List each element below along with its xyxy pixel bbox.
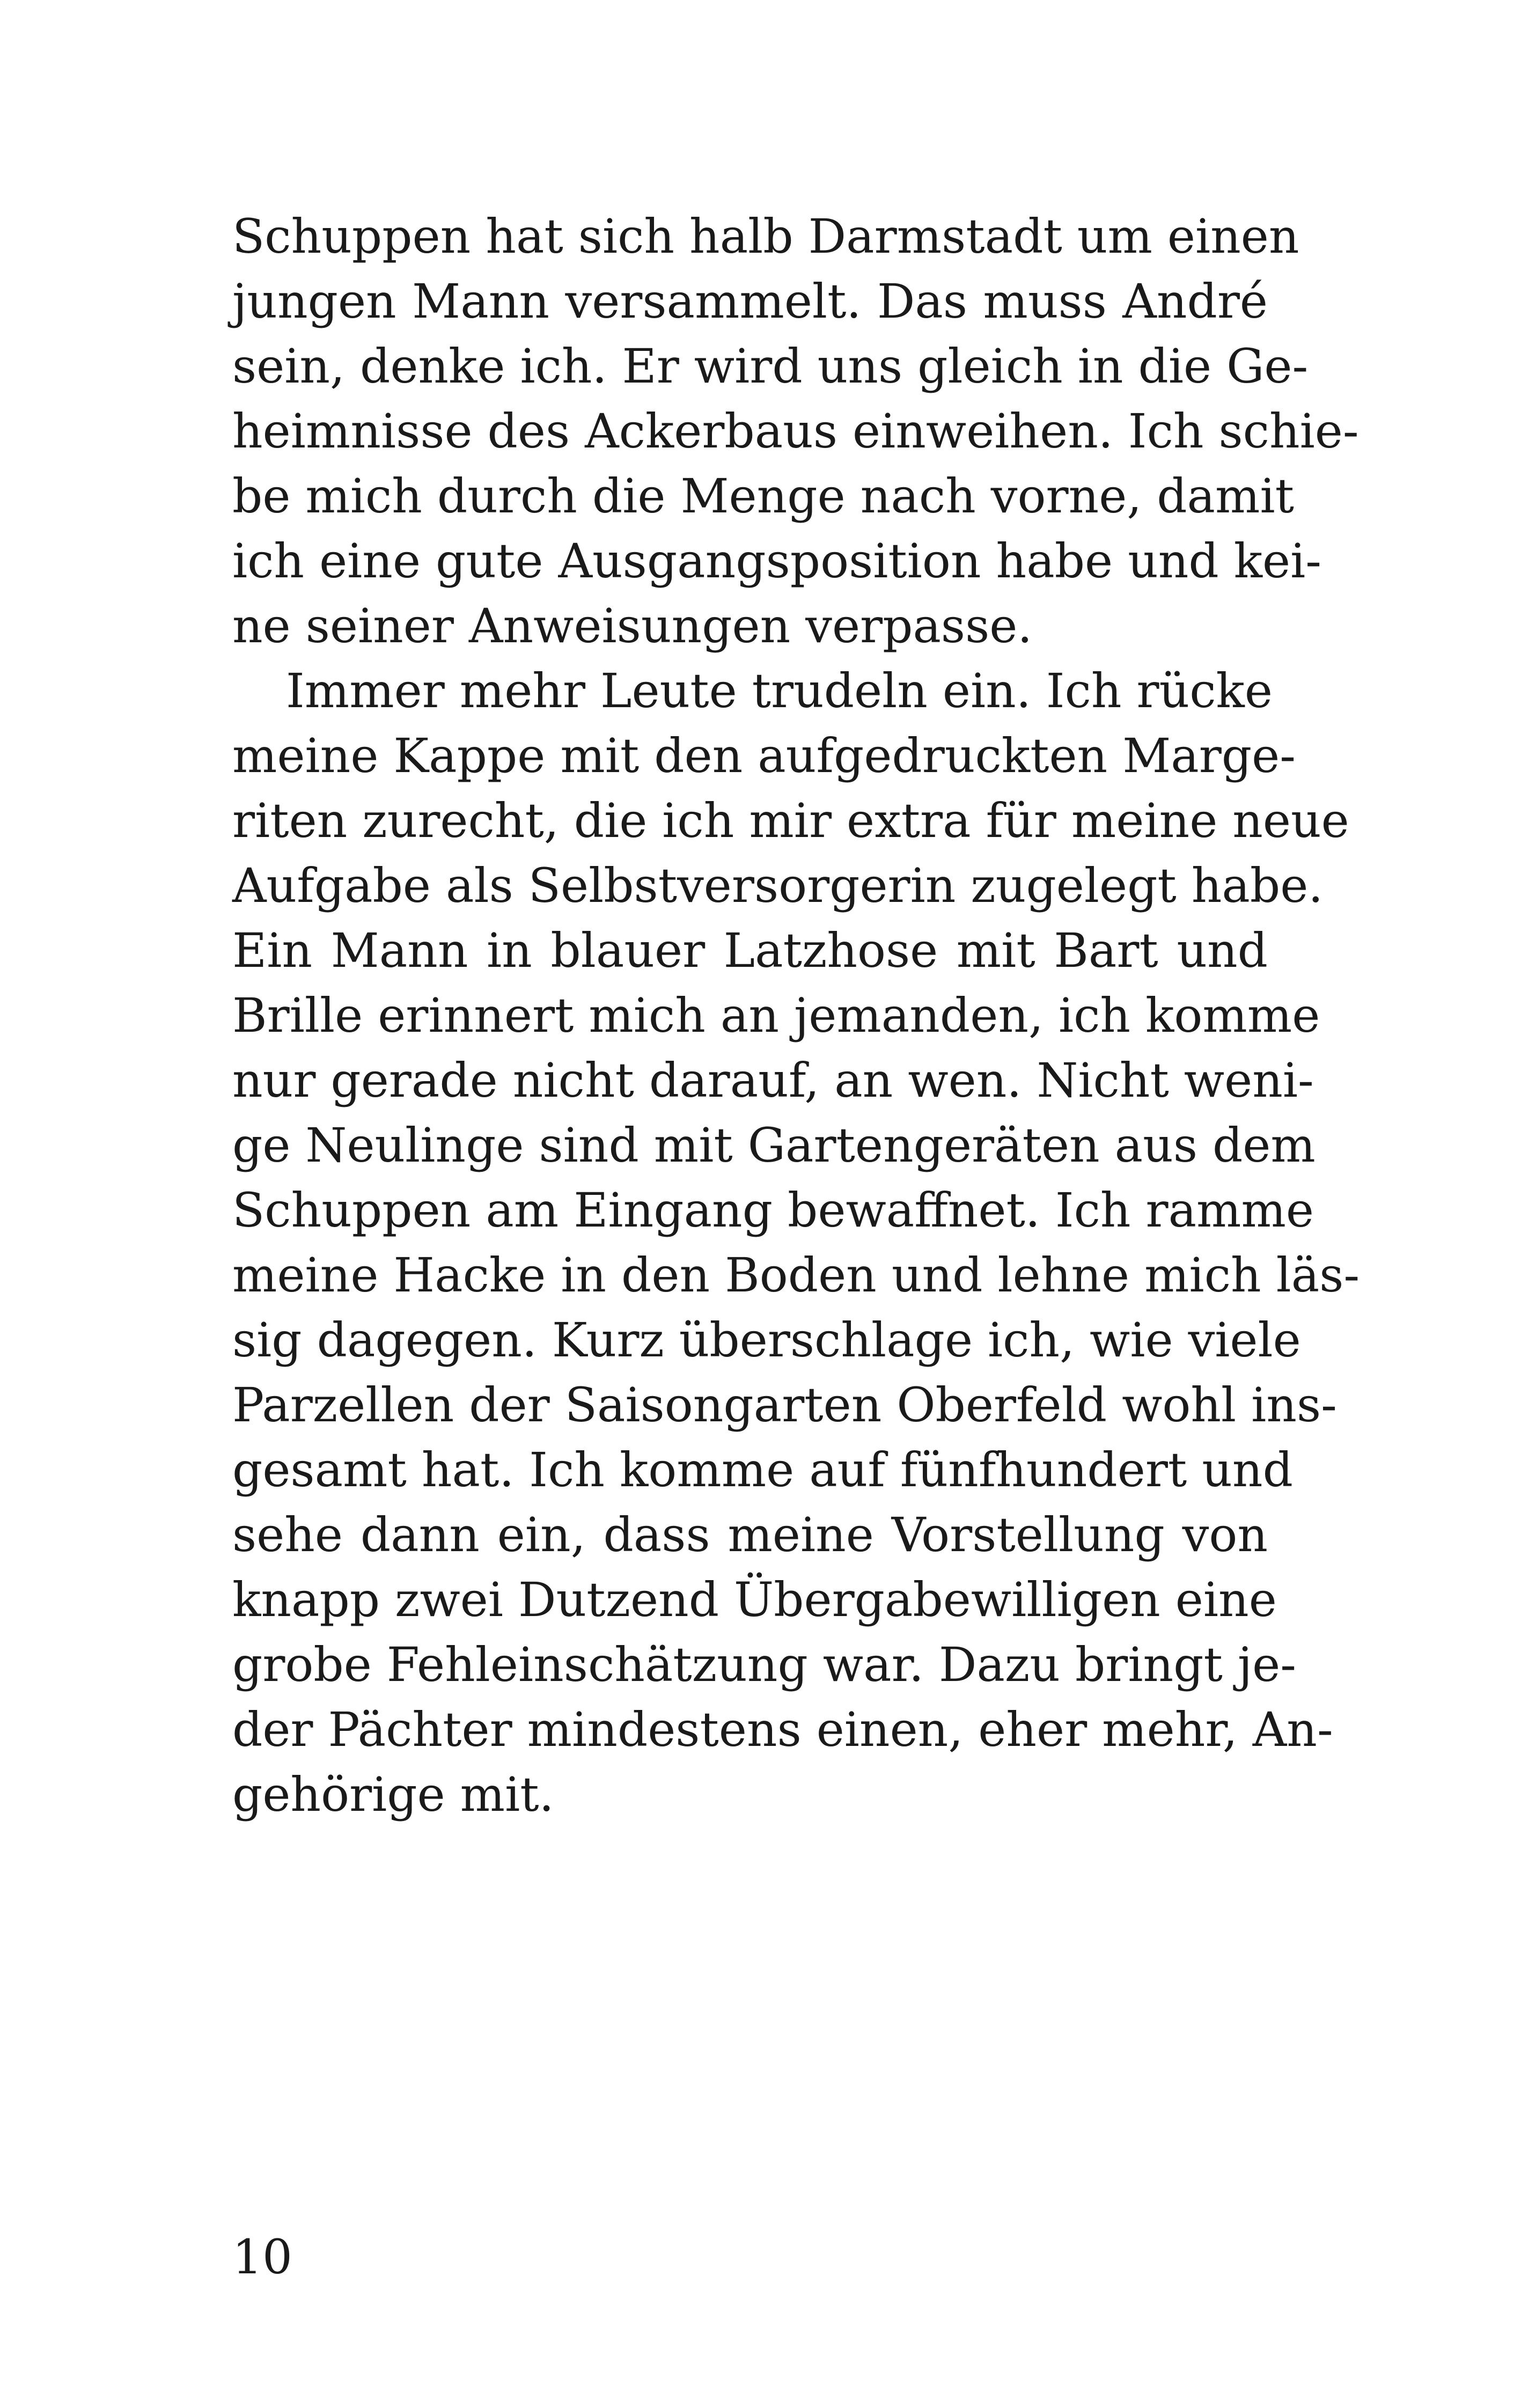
text-line: gesamt hat. Ich komme auf fünfhundert und [232, 1442, 1293, 1497]
text-line: Schuppen hat sich halb Darmstadt um einen [232, 209, 1299, 264]
text-line: sehe dann ein, dass meine Vorstellung von [232, 1507, 1268, 1562]
text-line: ich eine gute Ausgangsposition habe und kei- [232, 533, 1322, 589]
text-line: knapp zwei Dutzend Übergabewilligen eine [232, 1572, 1277, 1627]
text-line: sein, denke ich. Er wird uns gleich in die Ge- [232, 339, 1309, 394]
text-line: Parzellen der Saisongarten Oberfeld wohl ins- [232, 1377, 1337, 1433]
text-line: ne seiner Anweisungen verpasse. [232, 598, 1033, 654]
text-line: meine Hacke in den Boden und lehne mich läs- [232, 1247, 1360, 1303]
text-line: jungen Mann versammelt. Das muss André [232, 274, 1268, 329]
text-line: Brille erinnert mich an jemanden, ich komme [232, 988, 1320, 1043]
text-line: ge Neulinge sind mit Gartengeräten aus dem [232, 1118, 1316, 1173]
text-line-paragraph-start: Immer mehr Leute trudeln ein. Ich rücke [286, 663, 1273, 718]
text-line: sig dagegen. Kurz überschlage ich, wie viele [232, 1312, 1301, 1368]
text-line: meine Kappe mit den aufgedruckten Marge- [232, 728, 1296, 783]
text-line: Ein Mann in blauer Latzhose mit Bart und [232, 923, 1268, 978]
text-line: Aufgabe als Selbstversorgerin zugelegt habe. [232, 858, 1324, 913]
text-line: gehörige mit. [232, 1767, 554, 1822]
body-text [232, 204, 1360, 1827]
page-number: 10 [232, 2229, 292, 2285]
text-line: riten zurecht, die ich mir extra für meine neue [232, 793, 1349, 848]
text-line: der Pächter mindestens einen, eher mehr, An- [232, 1702, 1333, 1757]
text-line: nur gerade nicht darauf, an wen. Nicht weni- [232, 1053, 1314, 1108]
text-line: Schuppen am Eingang bewaffnet. Ich ramme [232, 1183, 1314, 1238]
text-line: grobe Fehleinschätzung war. Dazu bringt je- [232, 1637, 1296, 1692]
text-line: be mich durch die Menge nach vorne, damit [232, 468, 1294, 524]
text-line: heimnisse des Ackerbaus einweihen. Ich schie- [232, 403, 1359, 459]
